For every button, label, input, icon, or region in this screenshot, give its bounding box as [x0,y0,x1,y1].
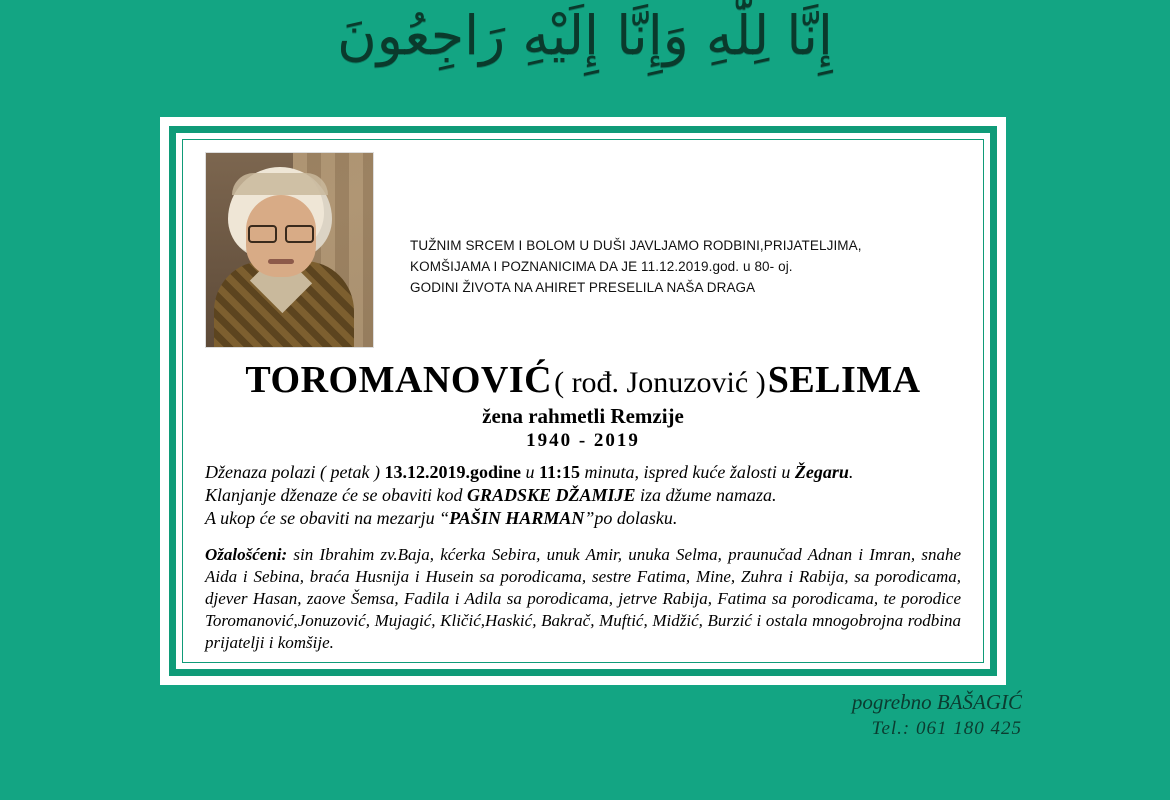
funeral-service-signature [852,688,1022,742]
photo-mouth [268,259,294,264]
intro-line-3: GODINI ŽIVOTA NA AHIRET PRESELILA NAŠA DRAGA [410,279,756,295]
funeral-line1-end: . [848,462,854,482]
funeral-details [205,461,961,530]
funeral-company-phone: Tel.: 061 180 425 [871,718,1022,740]
mourners-section [205,544,961,654]
arabic-calligraphy: إِنَّا لِلَّٰهِ وَإِنَّا إِلَيْهِ رَاجِعُونَ [337,4,833,67]
notice-content [182,139,984,663]
header-row [205,152,961,348]
burial-text: A ukop će se obaviti na mezarju “ [205,508,450,529]
funeral-location-text: minuta, ispred kuće žalosti u [584,462,791,482]
mourners-label: Ožalošćeni: [205,545,288,565]
funeral-date: 13.12.2019.godine [384,462,521,482]
deceased-name [205,358,961,402]
spouse-line: žena rahmetli Remzije [482,404,684,428]
funeral-start-text: Dženaza polazi ( petak ) [205,462,380,482]
funeral-time: 11:15 [539,462,581,482]
obituary-notice-frame [160,117,1006,685]
announcement-intro [374,152,961,299]
mourners-list: sin Ibrahim zv.Baja, kćerka Sebira, unuk Amir, unuka Selma, praunučad Adnan i Imran, snahe Aida i Sebina, braća Husnija i Husein sa porodicama, sestre Fatima, Mine, Zuhra i Rabija, sa porodicama, djever Hasan, zaove Šemsa, Fadila i Adila sa porodicama, jetrve Rabija, Fatima sa porodicama, te porodice Toromanović,Jonuzović, Mujagić, Kličić,Haskić, Bakrač, Muftić, Midžić, Burzić i ostala mnogobrojna rodbina prijatelji i komšije. [205,545,961,653]
prayer-text: Klanjanje dženaze će se obaviti kod [205,485,463,506]
first-name: SELIMA [767,359,921,401]
mosque-name: GRADSKE DŽAMIJE [466,485,636,506]
funeral-location: Žegaru [794,462,849,482]
funeral-detail-line-1 [205,461,961,484]
portrait-photo [205,152,374,348]
life-years: 1940 - 2019 [526,430,640,451]
intro-line-1: TUŽNIM SRCEM I BOLOM U DUŠI JAVLJAMO RODBINI,PRIJATELJIMA, [410,238,862,253]
intro-line-2: KOMŠIJAMA I POZNANICIMA DA JE 11.12.2019.god. u 80- oj. [410,258,793,274]
burial-text-end: ”po dolasku. [584,508,678,529]
notice-green-border [169,126,997,676]
photo-headscarf-band [232,173,328,195]
surname: TOROMANOVIĆ [245,359,553,401]
prayer-text-end: iza džume namaza. [640,485,777,506]
cemetery-name: PAŠIN HARMAN [449,508,585,529]
funeral-detail-line-3 [205,507,961,530]
funeral-company-name: pogrebno BAŠAGIĆ [851,690,1022,714]
photo-glasses [248,225,314,240]
funeral-detail-line-2 [205,484,961,507]
funeral-time-prefix: u [525,462,535,482]
maiden-name: ( rođ. Jonuzović ) [554,366,766,399]
